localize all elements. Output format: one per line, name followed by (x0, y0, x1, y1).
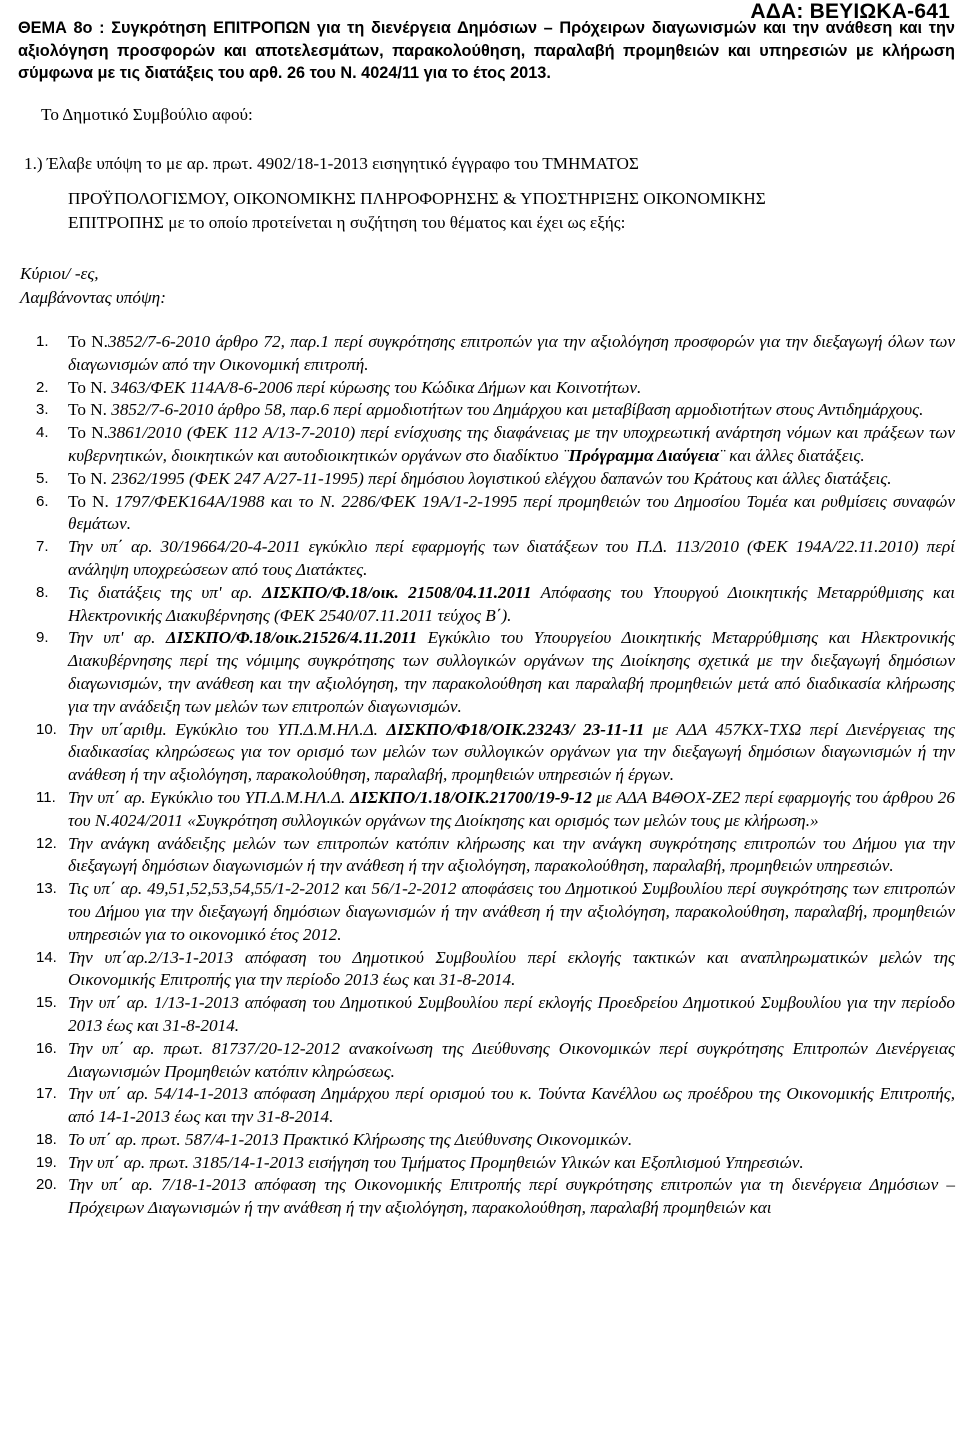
reference-number: 5. (36, 469, 49, 487)
intro-line-3: ΕΠΙΤΡΟΠΗΣ με το οποίο προτείνεται η συζήτηση του θέματος και έχει ως εξής: (68, 213, 626, 232)
reference-number: 4. (36, 424, 49, 442)
reference-item (0, 787, 955, 833)
salutation-line-2: Λαμβάνοντας υπόψη: (20, 288, 166, 307)
reference-item (0, 1152, 955, 1175)
council-line: Το Δημοτικό Συμβούλιο αφού: (41, 105, 253, 124)
reference-text: ΔΙΣΚΠΟ/Φ.18/οικ.21526/4.11.2011 (165, 628, 418, 648)
reference-number: 11. (36, 788, 56, 806)
reference-text: 3852/7-6-2010 άρθρο 58, παρ.6 περί αρμοδιοτήτων του Δημάρχου και μεταβίβαση αρμοδιοτήτων στους Αντιδημάρχους. (111, 400, 924, 420)
reference-item (0, 331, 955, 377)
reference-text: Την υπ΄αριθμ. Εγκύκλιο του ΥΠ.Δ.Μ.ΗΛ.Δ. (68, 719, 387, 739)
reference-number: 3. (36, 401, 49, 419)
reference-text: Την υπ΄ αρ. πρωτ. 3185/14-1-2013 εισήγηση του Τμήματος Προμηθειών Υλικών και Εξοπλισμού Υπηρεσιών. (68, 1152, 804, 1172)
reference-number: 7. (36, 538, 49, 556)
reference-number: 16. (36, 1039, 57, 1057)
reference-number: 6. (36, 492, 49, 510)
reference-item (0, 878, 955, 946)
reference-item (0, 947, 955, 993)
reference-item (0, 992, 955, 1038)
reference-text: 1797/ΦΕΚ164Α/1988 και το Ν. 2286/ΦΕΚ 19Α/1-2-1995 περί προμηθειών του Δημοσίου Τομέα και ρυθμίσεις συναφών θεμάτων. (68, 491, 955, 534)
reference-item (0, 1038, 955, 1084)
reference-text: Την υπ΄ αρ. Εγκύκλιο του ΥΠ.Δ.Μ.ΗΛ.Δ. (68, 787, 350, 807)
reference-number: 2. (36, 378, 49, 396)
reference-text: Εγκύκλιο του Υπουργείου Διοικητικής Μεταρρύθμισης και Ηλεκτρονικής Διακυβέρνησης περί της νόμιμης συγκρότησης των συλλογικών οργάνων της Διοίκησης σχετικά με την διεξαγωγή δημόσιων διαγωνισμών, την ανάθεση και την αξιολόγηση, την παρακολούθηση και παραλαβή προμηθειών μετά από διαδικασία κλήρωσης για την ανάδειξη των μελών των επιτροπών διαγωνισμών. (68, 628, 956, 716)
salutation (20, 262, 166, 310)
reference-item (0, 536, 955, 582)
subject-heading: ΘΕΜΑ 8ο : Συγκρότηση ΕΠΙΤΡΟΠΩΝ για τη διενέργεια Δημόσιων – Πρόχειρων διαγωνισμών και την ανάθεση και την αξιολόγηση προσφορών και αποτελεσμάτων, παρακολούθηση, παραλαβή προμηθειών και υπηρεσιών με κλήρωση σύμφωνα με τις διατάξεις του αρθ. 26 του Ν. 4024/11 για το έτος 2013. (18, 19, 955, 82)
reference-text: Την ανάγκη ανάδειξης μελών των επιτροπών κατόπιν κλήρωσης και την ανάγκη συγκρότησης επιτροπών του Δήμου για την διεξαγωγή δημόσιων διαγωνισμών ή την ανάθεση ή την αξιολόγηση, παρακολούθηση, παραλαβή, προμηθειών υπηρεσιών. (68, 833, 955, 876)
intro-line-2: ΠΡΟΫΠΟΛΟΓΙΣΜΟΥ, ΟΙΚΟΝΟΜΙΚΗΣ ΠΛΗΡΟΦΟΡΗΣΗΣ & ΥΠΟΣΤΗΡΙΞΗΣ ΟΙΚΟΝΟΜΙΚΗΣ (68, 189, 766, 208)
reference-item (0, 1083, 955, 1129)
reference-text: Την υπ΄ αρ. 30/19664/20-4-2011 εγκύκλιο περί εφαρμογής των διατάξεων του Π.Δ. 113/2010 (ΦΕΚ 194Α/22.11.2010) περί ανάληψη υποχρεώσεων από τους Διατάκτες. (68, 537, 955, 579)
reference-item (0, 422, 955, 468)
reference-number: 13. (36, 880, 57, 898)
reference-text: ¨ και άλλες διατάξεις. (719, 445, 865, 465)
reference-text: Το Ν. (68, 468, 112, 488)
reference-item (0, 1174, 955, 1220)
reference-number: 20. (36, 1176, 57, 1194)
reference-text: 3861/2010 (ΦΕΚ 112 Α/13-7-2010) περί ενίσχυσης της διαφάνειας με την υποχρεωτική ανάρτηση νόμων και πράξεων των κυβερνητικών, διοικητικών και αυτοδιοικητικών οργάνων στο διαδίκτυο ¨ (68, 423, 955, 465)
reference-item (0, 1129, 955, 1152)
reference-text: Την υπ΄ αρ. 54/14-1-2013 απόφαση Δημάρχου περί ορισμού του κ. Τούντα Κανέλλου ως προέδρου της Οικονομικής Επιτροπής, από 14-1-2013 έως και την 31-8-2014. (68, 1084, 955, 1127)
reference-text: με ΑΔΑ Β4ΘΟΧ-ΖΕ2 περί εφαρμογής του άρθρου 26 του Ν.4024/2011 «Συγκρότηση συλλογικών οργάνων της Διοίκησης και ορισμός των μελών τους με κλήρωση.» (68, 787, 955, 830)
reference-item (0, 399, 955, 422)
salutation-line-1: Κύριοι/ -ες, (20, 264, 99, 283)
reference-text: Πρόγραμμα Διαύγεια (568, 445, 720, 465)
reference-text: ΔΙΣΚΠΟ/Φ.18/οικ. 21508/04.11.2011 (262, 582, 532, 602)
reference-text: Την υπ΄ αρ. 7/18-1-2013 απόφαση της Οικονομικής Επιτροπής περί συγκρότησης επιτροπών για τη διενέργεια Δημόσιων – Πρόχειρων Διαγωνισμών ή την ανάθεση ή την αξιολόγηση, παρακολούθηση, παραλαβή προμηθειών και (68, 1175, 955, 1218)
reference-number: 8. (36, 583, 49, 601)
reference-number: 1. (36, 333, 49, 350)
reference-item (0, 377, 955, 400)
reference-text: 2362/1995 (ΦΕΚ 247 Α/27-11-1995) περί δημόσιου λογιστικού ελέγχου δαπανών του Κράτους και άλλες διατάξεις. (111, 468, 892, 488)
reference-number: 12. (36, 834, 57, 852)
reference-number: 15. (36, 994, 57, 1012)
reference-text: ΔΙΣΚΠΟ/Φ18/ΟΙΚ.23243/ 23-11-11 (386, 719, 645, 739)
reference-text: Το Ν. (68, 332, 108, 351)
intro-line-1: 4902/18-1-2013 εισηγητικό έγγραφο του ΤΜΗΜΑΤΟΣ (257, 154, 639, 173)
reference-item (0, 491, 955, 537)
took-prefix: 1.) Έλαβε υπόψη το με αρ. πρωτ. (24, 154, 253, 173)
references-list (0, 331, 955, 1220)
reference-item (0, 833, 955, 879)
reference-number: 18. (36, 1130, 57, 1148)
reference-text: Την υπ' αρ. (68, 628, 166, 648)
reference-text: Το Ν. (68, 423, 108, 443)
reference-number: 14. (36, 948, 57, 966)
reference-item (0, 627, 955, 718)
reference-text: 3852/7-6-2010 άρθρο 72, παρ.1 περί συγκρότησης επιτροπών για την αξιολόγηση προσφορών για την διεξαγωγή όλων των διαγωνισμών από την Οικονομική επιτροπή. (68, 332, 955, 374)
reference-text: 3463/ΦΕΚ 114Α/8-6-2006 περί κύρωσης του Κώδικα Δήμων και Κοινοτήτων. (111, 377, 642, 397)
reference-text: Τις υπ΄ αρ. 49,51,52,53,54,55/1-2-2012 και 56/1-2-2012 αποφάσεις του Δημοτικού Συμβουλίου περί συγκρότησης των επιτροπών του Δήμου για την διεξαγωγή δημόσιων διαγωνισμών ή την ανάθεση ή την αξιολόγηση, παρακολούθηση, παραλαβή, προμηθειών υπηρεσιών για το οικονομικό έτος 2012. (68, 879, 955, 944)
reference-text: με ΑΔΑ 457ΚΧ-ΤΧΩ περί Διενέργειας της διαδικασίας κληρώσεως για τον ορισμό των μελών των συλλογικών οργάνων για την διεξαγωγή δημόσιων διαγωνισμών ή την ανάθεση ή την αξιολόγηση, παρακολούθηση, παραλαβή, προμηθειών υπηρεσιών ή έργων. (68, 719, 956, 785)
reference-item (0, 719, 955, 787)
reference-number: 19. (36, 1153, 57, 1171)
ada-code: ΑΔΑ: ΒΕΥΙΩΚΑ-641 (750, 0, 950, 23)
reference-text: Την υπ΄ αρ. 1/13-1-2013 απόφαση του Δημοτικού Συμβουλίου περί εκλογής Προεδρείου Δημοτικού Συμβουλίου για την περίοδο 2013 έως και 31-8-2014. (68, 993, 955, 1035)
reference-number: 10. (36, 720, 57, 738)
reference-text: Το υπ΄ αρ. πρωτ. 587/4-1-2013 Πρακτικό Κλήρωσης της Διεύθυνσης Οικονομικών. (68, 1129, 633, 1149)
reference-text: Το Ν. (68, 400, 112, 420)
reference-text: ΔΙΣΚΠΟ/1.18/ΟΙΚ.21700/19-9-12 (349, 787, 592, 807)
reference-item (0, 582, 955, 628)
reference-text: Το Ν. (68, 377, 112, 397)
reference-number: 17. (36, 1085, 57, 1103)
reference-text: Την υπ΄αρ.2/13-1-2013 απόφαση του Δημοτικού Συμβουλίου περί εκλογής τακτικών και αναπληρωματικών μελών της Οικονομικής Επιτροπής για την περίοδο 2013 έως και 31-8-2014. (68, 947, 955, 990)
reference-text: Το Ν. (68, 491, 115, 511)
reference-number: 9. (36, 629, 49, 647)
reference-text: Τις διατάξεις της υπ' αρ. (68, 582, 263, 602)
reference-text: Απόφασης του Υπουργού Διοικητικής Μεταρρύθμισης και Ηλεκτρονικής Διακυβέρνησης (ΦΕΚ 2540/07.11.2011 τεύχος Β΄). (68, 582, 955, 625)
reference-item (0, 468, 955, 491)
intro-paragraph (68, 163, 956, 235)
reference-text: Την υπ΄ αρ. πρωτ. 81737/20-12-2012 ανακοίνωση της Διεύθυνσης Οικονομικών περί συγκρότησης Επιτροπών Διενέργειας Διαγωνισμών Προμηθειών κατόπιν κληρώσεως. (68, 1038, 955, 1081)
